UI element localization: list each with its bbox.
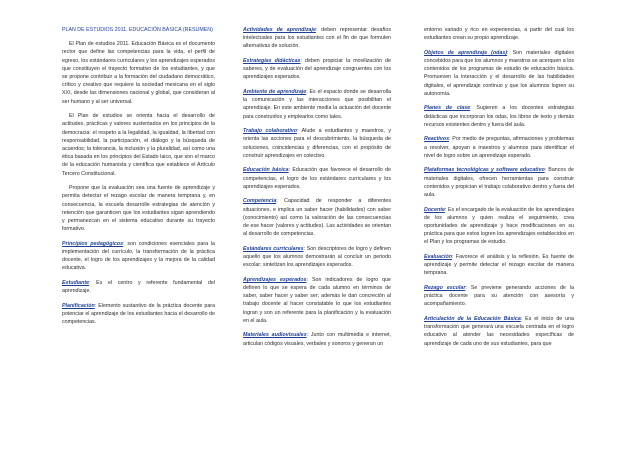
paragraph-actividades: Actividades de aprendizaje: deben representar desafíos intelectuales para los estudiantes con el fin de que formulen alternativas de solución. — [243, 27, 391, 50]
term-ambiente: Ambiente de aprendizaje — [243, 89, 307, 95]
paragraph-estudiante: Estudiante: Es el centro y referente fundamental del aprendizaje. — [62, 280, 215, 295]
column-left — [62, 26, 215, 333]
column-middle — [243, 26, 391, 354]
term-plataformas: Plataformas tecnológicas y software educativo — [424, 167, 545, 174]
paragraph-docente: Docente: Es el encargado de la evaluación de los aprendizajes de los alumnos y quien realiza el seguimiento, crea oportunidades de aprendizaje y hace modificaciones en su práctica para que estos logren los aprendizajes establecidos en el Plan y los programas de estudio. — [424, 206, 574, 246]
term-educacion: Educación básica — [243, 167, 289, 174]
paragraph-evaluation: Propone que la evaluación sea una fuente de aprendizaje y permita detectar el rezago escolar de manera temprana y, en consecuencia, la escuela desarrolle estrategias de atención y retención que garanticen que los estudiantes sigan aprendiendo y permanezcan en el sistema educativo durante su trayecto formativo. — [62, 185, 215, 233]
term-rezago: Rezago escolar — [424, 285, 466, 292]
term-competencia: Competencia — [243, 198, 277, 205]
paragraph-articulacion: Articulación de la Educación Básica: Es el inicio de una transformación que generará una escuela centrada en el logro educativo al atender las necesidades específicas de aprendizaje de cada uno de sus estudiantes, para que — [424, 316, 574, 347]
paragraph-reactivos: Reactivos: Por medio de preguntas, afirmaciones y problemas a resolver, apoyan a maestros y alumnos para identificar el nivel de logro sobre un aprendizaje esperado. — [424, 136, 574, 159]
term-planes: Planes de clase — [424, 105, 471, 112]
term-docente: Docente — [424, 206, 445, 213]
paragraph-democracy: El Plan de estudios se orienta hacia el desarrollo de actitudes, prácticas y valores sustentados en los principios de la democracia: el respeto a la legalidad, la igualdad, la libertad con responsabilidad, la participación, el diálogo y la búsqueda de acuerdos; la tolerancia, la inclusión y la pluralidad, así como una ética basada en los principios del Estado laico, que son el marco de la educación humanista y científica que establece el Artículo Tercero Constitucional. — [62, 113, 215, 177]
paragraph-intro: El Plan de estudios 2011. Educación Básica es el documento rector que define las competencias para la vida, el perfil de egreso, los estándares curriculares y los aprendizajes esperados que constituyen el trayecto formativo de los estudiantes, y que se propone contribuir a la formación del ciudadano democrático, crítico y creativo que requiere la sociedad mexicana en el siglo XXI, desde las dimensiones nacional y global, que consideran al ser humano y al ser universal. — [62, 41, 215, 105]
paragraph-principios: Principios pedagógicos: son condiciones esenciales para la implementación del currículo, la transformación de la práctica docente, el logro de los aprendizajes y la mejora de la calidad educativa. — [62, 240, 215, 272]
paragraph-estrategias: Estrategias didácticas: deben propiciar la movilización de saberes, y de evaluación del aprendizaje congruentes con los aprendizajes esperados. — [243, 58, 391, 81]
term-estrategias: Estrategias didácticas — [243, 58, 301, 64]
term-odas: Objetos de aprendizaje (odas) — [424, 49, 508, 56]
paragraph-competencia: Competencia: Capacidad de responder a diferentes situaciones, e implica un saber hacer (habilidades) con saber (conocimiento) así como la valoración de las consecuencias de ese hacer (valores y actitudes). Las actividades se orientan al desarrollo de competencias. — [243, 198, 391, 238]
term-reactivos: Reactivos — [424, 136, 450, 143]
paragraph-ambiente: Ambiente de aprendizaje: Es el espacio donde se desarrolla la comunicación y las interacciones que posibilitan el aprendizaje. En este ambiente media la actuación del docente para construirlos y emplearlos como tales. — [243, 89, 391, 120]
paragraph-materiales: Materiales audiovisuales: Junto con multimedia e internet, articulan códigos visuales, verbales y sonoros y generan un — [243, 332, 391, 347]
term-materiales: Materiales audiovisuales — [243, 332, 307, 339]
term-estudiante: Estudiante — [62, 280, 90, 287]
term-estandares: Estándares curriculares — [243, 245, 304, 252]
paragraph-odas: Objetos de aprendizaje (odas): Son materiales digitales concebidos para que los alumnos y maestros se acerquen a los contenidos de los programas de estudio de educación básica. Promueven la interacción y el desarrollo de las habilidades digitales, el aprendizaje continuo y que los alumnos logren su autonomía. — [424, 49, 574, 97]
term-planificacion: Planificación — [62, 302, 95, 309]
paragraph-evaluacion: Evaluación: Favorece el análisis y la reflexión. Es fuente de aprendizaje y permite detectar el rezago escolar de manera temprana. — [424, 254, 574, 277]
term-principios: Principios pedagógicos — [62, 240, 124, 247]
paragraph-planes: Planes de clase: Sugieren a los docentes estrategias didácticas que incorporan los odas, los libros de texto y demás recursos existentes dentro y fuera del aula. — [424, 105, 574, 128]
paragraph-trabajo: Trabajo colaborativo: Alude a estudiantes y maestros, y orienta las acciones para el descubrimiento, la búsqueda de soluciones, coincidencias y diferencias, con el propósito de construir aprendizajes en colectivo. — [243, 128, 391, 159]
term-evaluacion: Evaluación — [424, 254, 452, 261]
column-right — [424, 26, 574, 354]
paragraph-rezago: Rezago escolar: Se previene generando acciones de la práctica docente para su atención con asesoría y acompañamiento. — [424, 285, 574, 308]
paragraph-continuation: entorno variado y rico en experiencias, a partir del cual los estudiantes crean su propio aprendizaje. — [424, 27, 574, 42]
term-aprendizajes: Aprendizajes esperados — [243, 276, 307, 283]
paragraph-aprendizajes: Aprendizajes esperados: Son indicadores de logro que definen lo que se espera de cada alumno en términos de saber, saber hacer y saber ser; además le dan concreción al trabajo docente al hacer constatable lo que los estudiantes logran y son un referente para la planificación y la evaluación en el aula. — [243, 276, 392, 324]
document-title: PLAN DE ESTUDIOS 2011. EDUCACIÓN BÁSICA (RESUMEN) — [62, 27, 213, 33]
term-trabajo: Trabajo colaborativo — [243, 128, 297, 135]
paragraph-plataformas: Plataformas tecnológicas y software educativo: Bancos de materiales digitales, ofrecen herramientas para construir contenidos y propician el trabajo colaborativo dentro y fuera del aula. — [424, 167, 575, 199]
paragraph-planificacion: Planificación: Elemento sustantivo de la práctica docente para potenciar el aprendizaje de los estudiantes hacia el desarrollo de competencias. — [62, 302, 215, 326]
paragraph-educacion: Educación básica: Educación que favorece el desarrollo de competencias, el logro de los estándares curriculares y los aprendizajes esperados. — [243, 167, 391, 190]
term-articulacion: Articulación de la Educación Básica — [424, 316, 521, 323]
paragraph-estandares: Estándares curriculares: Son descriptores de logro y definen aquello que los alumnos demostrarán al concluir un periodo escolar; sintetizan los aprendizajes esperados. — [243, 245, 392, 269]
term-actividades: Actividades de aprendizaje — [243, 27, 316, 33]
